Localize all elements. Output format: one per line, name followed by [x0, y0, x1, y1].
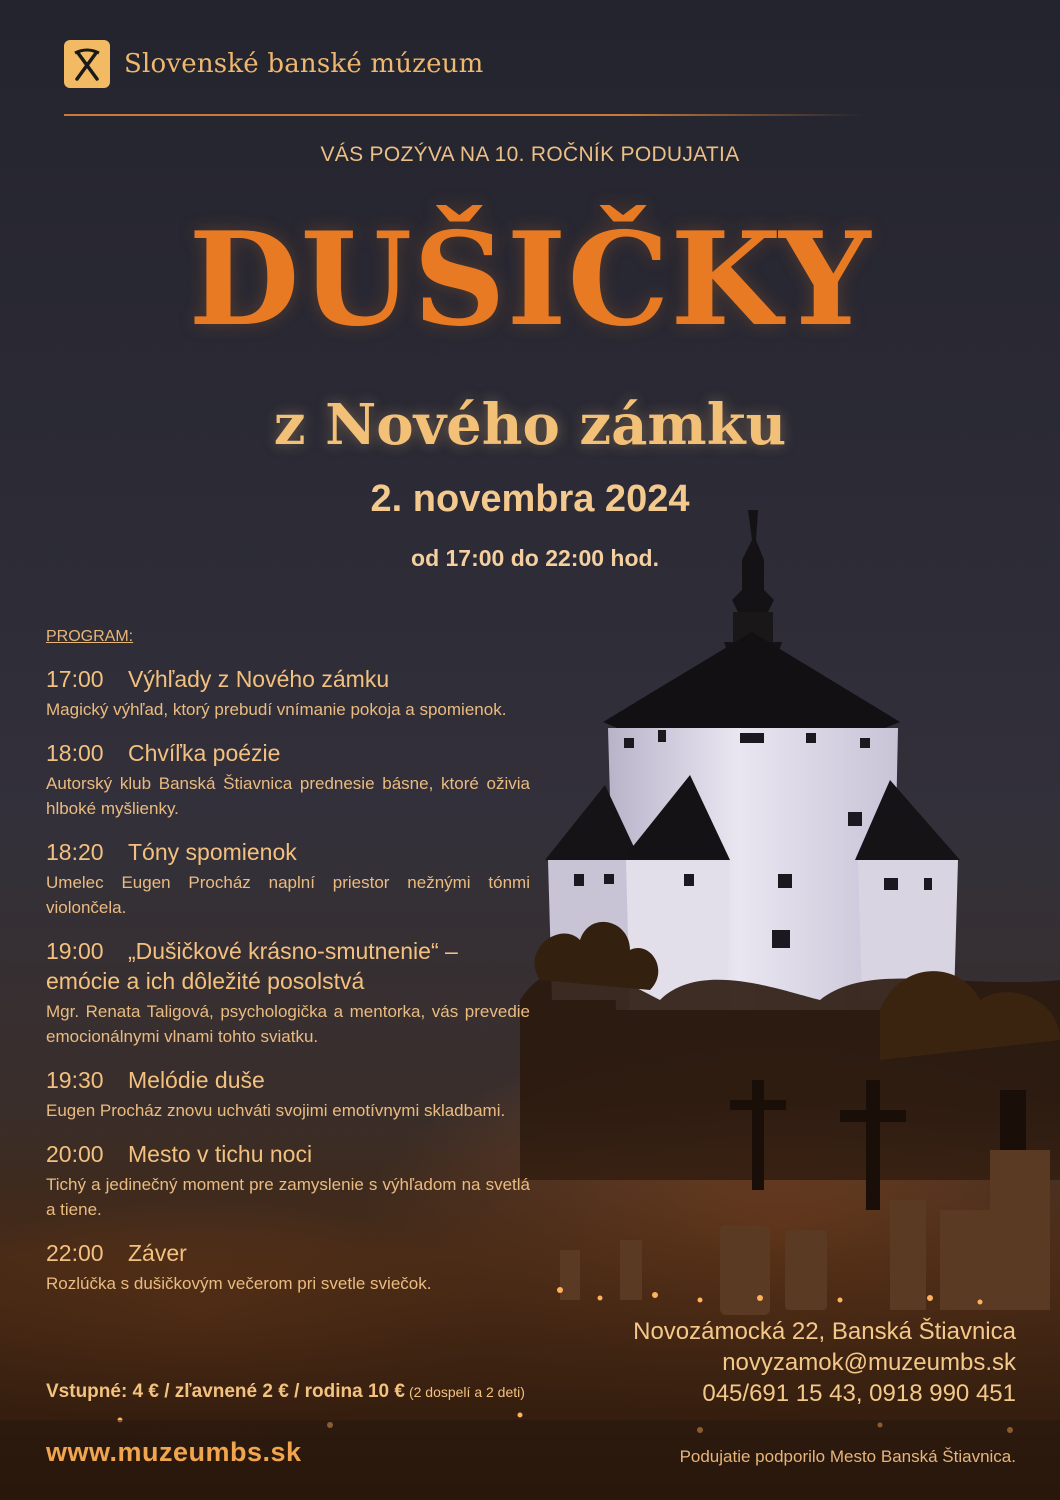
header-divider — [64, 114, 864, 116]
program-item-desc: Mgr. Renata Taligová, psychologička a mentorka, vás prevedie emocionálnymi vlnami tohto sviatku. — [46, 1002, 530, 1046]
program-item-time: 19:00 — [46, 938, 104, 964]
event-title: DUŠIČKY — [188, 205, 872, 355]
museum-name: Slovenské banské múzeum — [124, 49, 484, 79]
contact-block — [633, 1316, 1016, 1409]
program-item — [46, 664, 530, 722]
support-note: Podujatie podporilo Mesto Banská Štiavnica. — [679, 1447, 1016, 1466]
program-item-title: Melódie duše — [128, 1067, 265, 1093]
program-item-time: 20:00 — [46, 1141, 104, 1167]
program-item-desc: Tichý a jedinečný moment pre zamyslenie s výhľadom na svetlá a tiene. — [46, 1175, 530, 1219]
program-item — [46, 837, 530, 920]
program-item — [46, 936, 530, 1049]
program-item-title: Tóny spomienok — [128, 839, 297, 865]
entry-fees — [46, 1381, 525, 1403]
program-item-desc: Autorský klub Banská Štiavnica prednesie básne, ktoré oživia hlboké myšlienky. — [46, 774, 530, 818]
contact-email[interactable]: novyzamok@muzeumbs.sk — [722, 1349, 1016, 1376]
museum-logo — [64, 40, 110, 88]
program-item-time: 19:30 — [46, 1067, 104, 1093]
invite-line: VÁS POZÝVA NA 10. ROČNÍK PODUJATIA — [320, 143, 740, 166]
website-link[interactable]: www.muzeumbs.sk — [46, 1437, 302, 1467]
program-item-title: Záver — [128, 1240, 187, 1266]
program-item-time: 18:20 — [46, 839, 104, 865]
program-label: PROGRAM: — [46, 628, 134, 645]
hammer-pick-icon — [69, 45, 105, 83]
program-item-title: Chvíľka poézie — [128, 740, 281, 766]
program-item-title: Výhľady z Nového zámku — [128, 666, 390, 692]
entry-fees-note: (2 dospelí a 2 deti) — [408, 1384, 525, 1400]
program-item-desc: Magický výhľad, ktorý prebudí vnímanie pokoja a spomienok. — [46, 700, 507, 719]
program-item-time: 22:00 — [46, 1240, 104, 1266]
event-time-range: od 17:00 do 22:00 hod. — [411, 545, 659, 571]
program-item — [46, 1065, 530, 1123]
museum-header — [64, 40, 483, 88]
contact-phone[interactable]: 045/691 15 43, 0918 990 451 — [702, 1380, 1016, 1407]
entry-fees-text: Vstupné: 4 € / zľavnené 2 € / rodina 10 € — [46, 1381, 405, 1402]
program-item-title: Mesto v tichu noci — [128, 1141, 313, 1167]
program-item — [46, 1139, 530, 1222]
program-item-desc: Eugen Procház znovu uchváti svojimi emotívnymi skladbami. — [46, 1101, 506, 1120]
event-date: 2. novembra 2024 — [370, 478, 690, 520]
program-item-desc: Umelec Eugen Procház naplní priestor nežnými tónmi violončela. — [46, 873, 530, 917]
program-item — [46, 738, 530, 821]
event-subtitle: z Nového zámku — [273, 392, 787, 458]
program-list — [46, 628, 530, 1312]
program-item-time: 18:00 — [46, 740, 104, 766]
program-item-desc: Rozlúčka s dušičkovým večerom pri svetle sviečok. — [46, 1274, 432, 1293]
contact-address: Novozámocká 22, Banská Štiavnica — [633, 1318, 1016, 1345]
program-item-title: „Dušičkové krásno-smutnenie“ – emócie a ich dôležité posolstvá — [46, 938, 458, 994]
program-item — [46, 1238, 530, 1296]
program-item-time: 17:00 — [46, 666, 104, 692]
